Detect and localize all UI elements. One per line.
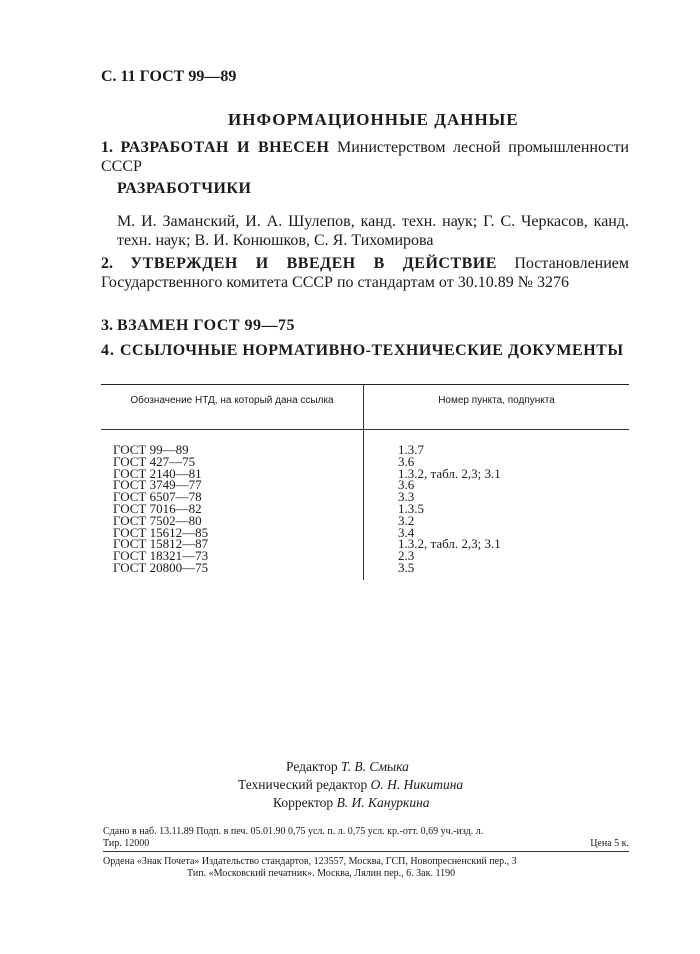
table-header	[101, 385, 629, 430]
table-cell-document: ГОСТ 99—89	[113, 442, 189, 457]
credit-role: Корректор	[273, 795, 334, 810]
print-run: Тир. 12000	[103, 838, 150, 849]
table-cell-clause: 1.3.7	[398, 442, 424, 457]
info-item-3	[101, 316, 629, 335]
item-caption: ССЫЛОЧНЫЕ НОРМАТИВНО-ТЕХНИЧЕСКИЕ ДОКУМЕНТЫ	[120, 342, 624, 359]
table-cell-clause: 3.3	[398, 489, 415, 505]
credit-name: Т. В. Смыка	[340, 759, 409, 774]
table-cell-document: ГОСТ 7502—80	[113, 512, 202, 528]
developers-names: М. И. Заманский, И. А. Шулепов, канд. техн. наук; Г. С. Черкасов, канд. техн. наук; В. И. Конюшков, С. Я. Тихомирова	[117, 213, 629, 249]
info-item-4	[101, 341, 629, 360]
column-header-clause: Номер пункта, подпункта	[438, 395, 555, 406]
publisher-line-1: Ордена «Знак Почета» Издательство стандартов, 123557, Москва, ГСП, Новопресненский пер., 3	[103, 856, 517, 867]
table-cell-document: ГОСТ 15812—87	[113, 536, 209, 552]
credit-name: В. И. Кануркина	[336, 795, 430, 810]
reference-table	[101, 384, 629, 580]
table-cell-clause: 2.3	[398, 548, 415, 564]
imprint-block	[103, 826, 629, 850]
table-cell-clause: 3.5	[398, 559, 415, 575]
print-details: Сдано в наб. 13.11.89 Подп. в печ. 05.01.90 0,75 усл. п. л. 0,75 усл. кр.-отт. 0,69 уч.-изд. л.	[103, 826, 484, 837]
table-cell-document: ГОСТ 2140—81	[113, 465, 202, 481]
item-text: Министерством лесной промышленности СССР	[101, 139, 629, 175]
credit-name: О. Н. Никитина	[370, 777, 464, 792]
credit-proofreader	[273, 794, 430, 812]
credit-role: Технический редактор	[238, 777, 368, 792]
credit-role: Редактор	[286, 759, 338, 774]
table-cell-clause: 3.6	[398, 453, 415, 469]
imprint-line-1	[103, 826, 629, 838]
credit-editor	[286, 758, 409, 776]
item-number: 3.	[101, 317, 113, 334]
publisher-block	[103, 856, 629, 880]
table-cell-document: ГОСТ 427—75	[113, 453, 196, 469]
info-item-2	[101, 254, 629, 292]
table-cell-document: ГОСТ 3749—77	[113, 477, 202, 493]
table-cell-clause: 3.6	[398, 477, 415, 493]
table-cell-document: ГОСТ 7016—82	[113, 500, 202, 516]
clause-column	[364, 430, 629, 580]
table-cell-clause: 1.3.5	[398, 500, 424, 516]
table-cell-clause: 3.4	[398, 524, 415, 540]
item-number: 2.	[101, 255, 113, 272]
column-header-document: Обозначение НТД, на который дана ссылка	[101, 385, 364, 429]
item-number: 4.	[101, 342, 115, 359]
table-cell-document: ГОСТ 20800—75	[113, 559, 209, 575]
table-cell-document: ГОСТ 15612—85	[113, 524, 209, 540]
table-cell-clause: 3.2	[398, 512, 415, 528]
item-text: Постановлением Государственного комитета СССР по стандартам от 30.10.89 № 3276	[101, 255, 630, 291]
table-cell-clause: 1.3.2, табл. 2,3; 3.1	[398, 465, 501, 481]
credit-tech-editor	[238, 776, 463, 794]
document-column	[101, 430, 364, 580]
section-title: ИНФОРМАЦИОННЫЕ ДАННЫЕ	[228, 110, 519, 129]
page-header: С. 11 ГОСТ 99—89	[101, 68, 237, 85]
table-cell-document: ГОСТ 18321—73	[113, 548, 209, 564]
table-cell-clause: 1.3.2, табл. 2,3; 3.1	[398, 536, 501, 552]
item-caption: УТВЕРЖДЕН И ВВЕДЕН В ДЕЙСТВИЕ	[130, 255, 497, 272]
info-item-1	[101, 138, 629, 176]
table-cell-document: ГОСТ 6507—78	[113, 489, 202, 505]
table-body	[101, 430, 629, 580]
item-caption: РАЗРАБОТАН И ВНЕСЕН	[120, 139, 330, 156]
price: Цена 5 к.	[590, 838, 629, 849]
publisher-line-2: Тип. «Московский печатник». Москва, Лялин пер., 6. Зак. 1190	[187, 868, 456, 879]
item-caption: ВЗАМЕН ГОСТ 99—75	[117, 317, 296, 334]
imprint-line-2	[103, 838, 629, 850]
developers-title: РАЗРАБОТЧИКИ	[117, 180, 252, 197]
divider	[103, 851, 629, 852]
item-number: 1.	[101, 139, 113, 156]
